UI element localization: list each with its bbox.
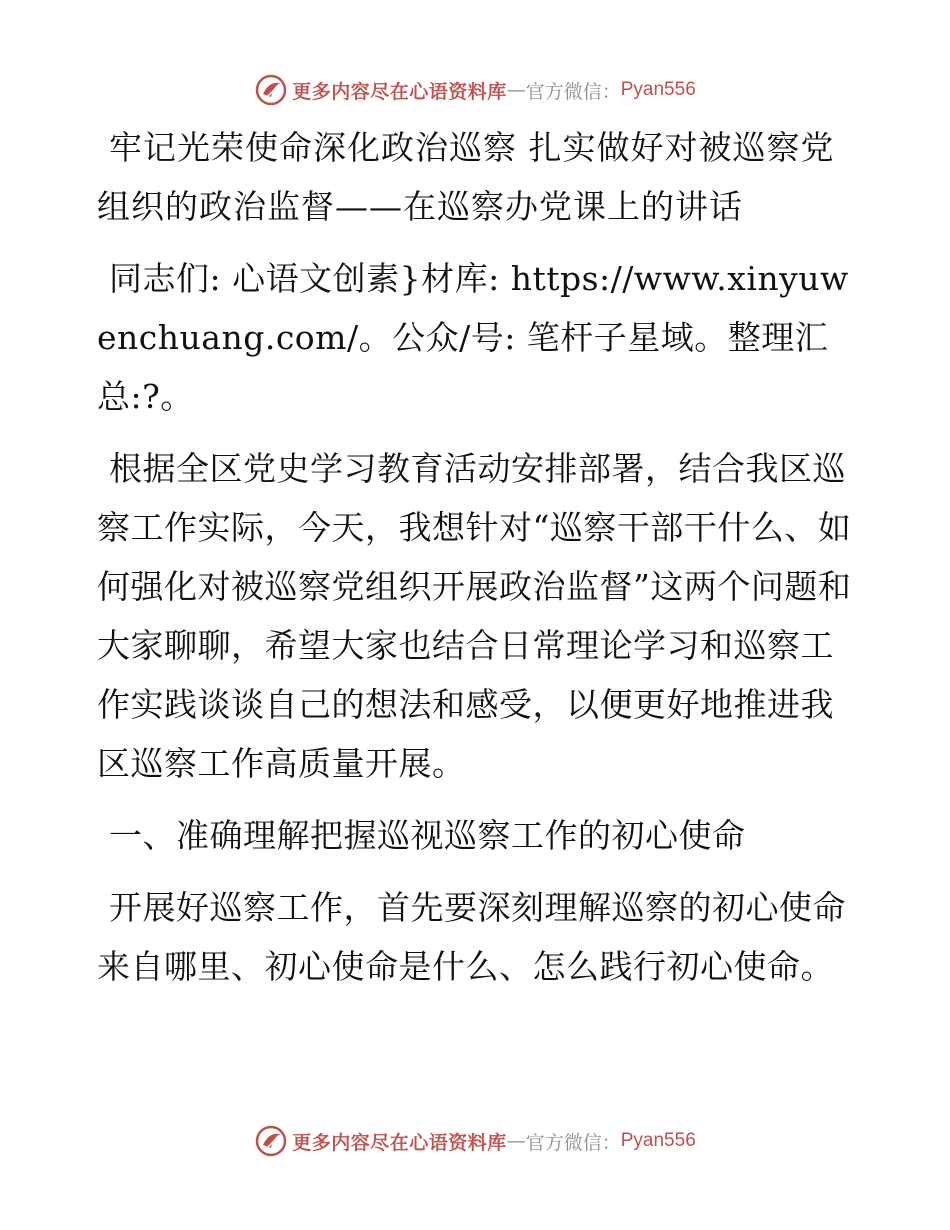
watermark-label: 官方微信： xyxy=(525,1131,621,1154)
watermark-wechat-id: Pyan556 xyxy=(620,1130,696,1151)
watermark-main-text: 更多内容尽在心语资料库 xyxy=(292,80,507,103)
paragraph-intro: 根据全区党史学习教育活动安排部署，结合我区巡察工作实际，今天，我想针对“巡察干部干什么、如何强化对被巡察党组织开展政治监督”这两个问题和大家聊聊，希望大家也结合日常理论学习和巡察工作实践谈谈自己的想法和感受，以便更好地推进我区巡察工作高质量开展。 xyxy=(97,449,852,783)
watermark-wechat-id: Pyan556 xyxy=(620,79,696,100)
watermark-separator: — xyxy=(506,79,526,101)
paragraph-greeting: 同志们: 心语文创素}材库: https://www.xinyuwenchuang.com/。公众/号: 笔杆子星域。整理汇总:?。 xyxy=(97,259,849,416)
xinyu-logo-icon xyxy=(254,1124,288,1158)
watermark-label: 官方微信： xyxy=(525,80,621,103)
footer-watermark xyxy=(0,1121,950,1161)
document-title: 牢记光荣使命深化政治巡察 扎实做好对被巡察党组织的政治监督——在巡察办党课上的讲话 xyxy=(97,128,835,226)
watermark-separator: — xyxy=(506,1130,526,1152)
document-body xyxy=(97,118,857,1009)
header-watermark xyxy=(0,70,950,110)
xinyu-logo-icon xyxy=(254,73,288,107)
section-heading: 一、准确理解把握巡视巡察工作的初心使命 xyxy=(109,816,746,855)
paragraph-section-body: 开展好巡察工作，首先要深刻理解巡察的初心使命来自哪里、初心使命是什么、怎么践行初心使命。 xyxy=(97,888,846,986)
watermark-main-text: 更多内容尽在心语资料库 xyxy=(292,1131,507,1154)
